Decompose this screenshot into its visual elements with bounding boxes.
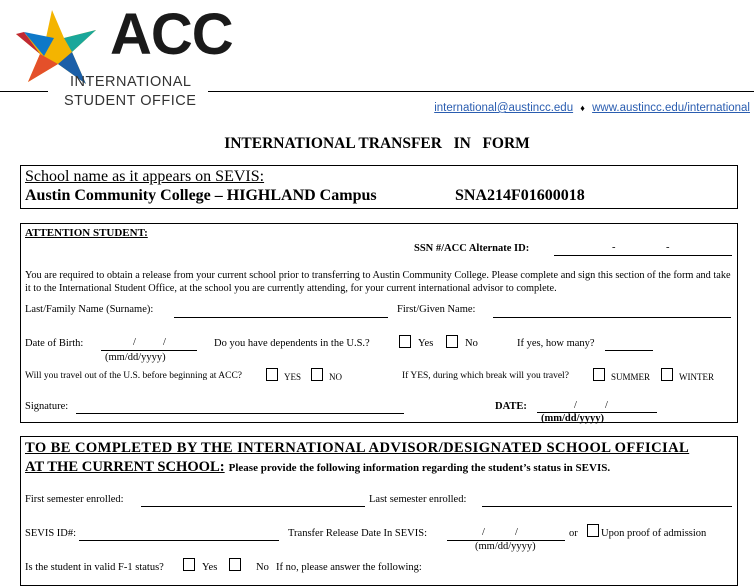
valid-status-label: Is the student in valid F-1 status? bbox=[25, 562, 164, 573]
ssn-dash-2: - bbox=[666, 242, 670, 253]
or-label: or bbox=[569, 528, 578, 539]
contact-separator: ♦ bbox=[580, 103, 585, 113]
dob-field[interactable] bbox=[101, 350, 197, 351]
dependents-yes-label: Yes bbox=[418, 338, 434, 349]
valid-status-no-label: No bbox=[256, 562, 269, 573]
dependents-yes-checkbox[interactable] bbox=[399, 335, 411, 348]
attention-heading: ATTENTION STUDENT: bbox=[25, 227, 148, 239]
travel-yes-checkbox[interactable] bbox=[266, 368, 278, 381]
dob-label: Date of Birth: bbox=[25, 338, 84, 349]
dob-sep-1: / bbox=[133, 337, 136, 348]
email-link[interactable]: international@austincc.edu bbox=[434, 102, 574, 114]
summer-checkbox[interactable] bbox=[593, 368, 605, 381]
valid-status-no-checkbox[interactable] bbox=[229, 558, 241, 571]
travel-label: Will you travel out of the U.S. before beginning at ACC? bbox=[25, 371, 243, 381]
dependents-no-label: No bbox=[465, 338, 478, 349]
release-sep-1: / bbox=[482, 527, 485, 538]
first-semester-field[interactable] bbox=[141, 506, 365, 507]
advisor-heading-school: AT THE CURRENT SCHOOL: bbox=[25, 459, 225, 475]
if-no-label: If no, please answer the following: bbox=[276, 562, 422, 573]
how-many-field[interactable] bbox=[605, 350, 653, 351]
dependents-label: Do you have dependents in the U.S.? bbox=[214, 338, 370, 349]
signature-field[interactable] bbox=[76, 413, 404, 414]
dob-sep-2: / bbox=[163, 337, 166, 348]
valid-status-yes-checkbox[interactable] bbox=[183, 558, 195, 571]
dependents-no-checkbox[interactable] bbox=[446, 335, 458, 348]
sevis-id-label: SEVIS ID#: bbox=[25, 528, 77, 539]
upon-proof-label: Upon proof of admission bbox=[601, 528, 707, 539]
break-label: If YES, during which break will you travel? bbox=[402, 371, 569, 381]
travel-no-label: NO bbox=[329, 372, 342, 382]
logo-subtitle-2: STUDENT OFFICE bbox=[64, 93, 197, 109]
school-name-value: Austin Community College – HIGHLAND Campus bbox=[25, 187, 377, 204]
school-name-box bbox=[20, 165, 738, 209]
first-name-field[interactable] bbox=[493, 317, 731, 318]
travel-no-checkbox[interactable] bbox=[311, 368, 323, 381]
sig-date-format: (mm/dd/yyyy) bbox=[541, 413, 604, 424]
how-many-label: If yes, how many? bbox=[517, 338, 595, 349]
dob-format: (mm/dd/yyyy) bbox=[105, 352, 166, 363]
sig-date-sep-1: / bbox=[574, 400, 577, 411]
logo-subtitle-1: INTERNATIONAL bbox=[70, 74, 192, 90]
ssn-label: SSN #/ACC Alternate ID: bbox=[414, 243, 530, 254]
contact-line bbox=[434, 102, 750, 114]
summer-label: SUMMER bbox=[611, 372, 651, 382]
release-date-label: Transfer Release Date In SEVIS: bbox=[288, 528, 427, 539]
advisor-heading-note: Please provide the following information regarding the student’s status in SEVIS. bbox=[228, 462, 611, 474]
sevis-id-field[interactable] bbox=[79, 540, 279, 541]
instructions-text: You are required to obtain a release from your current school prior to transferring to Austin Community College. Please complete and sign this section of the form and take it to the International Student Office, at the school you are currently attending, for your current international advisor to complete. bbox=[25, 270, 731, 294]
website-link[interactable]: www.austincc.edu/international bbox=[592, 102, 750, 114]
valid-status-yes-label: Yes bbox=[202, 562, 218, 573]
advisor-section bbox=[20, 436, 738, 586]
student-section bbox=[20, 223, 738, 423]
advisor-heading-line2 bbox=[25, 458, 610, 476]
school-name-label: School name as it appears on SEVIS: bbox=[25, 168, 265, 185]
upon-proof-checkbox[interactable] bbox=[587, 524, 599, 537]
sig-date-sep-2: / bbox=[605, 400, 608, 411]
date-label: DATE: bbox=[495, 401, 527, 412]
travel-yes-label: YES bbox=[284, 372, 302, 382]
ssn-field[interactable] bbox=[554, 255, 732, 256]
acc-logo bbox=[14, 2, 233, 112]
release-date-format: (mm/dd/yyyy) bbox=[475, 541, 536, 552]
last-name-label: Last/Family Name (Surname): bbox=[25, 304, 154, 315]
advisor-heading-line1: TO BE COMPLETED BY THE INTERNATIONAL ADVISOR/DESIGNATED SCHOOL OFFICIAL bbox=[25, 440, 690, 456]
winter-checkbox[interactable] bbox=[661, 368, 673, 381]
last-name-field[interactable] bbox=[174, 317, 388, 318]
school-code: SNA214F01600018 bbox=[455, 187, 585, 204]
last-semester-label: Last semester enrolled: bbox=[369, 494, 467, 505]
logo-text: ACC bbox=[110, 2, 233, 67]
ssn-dash-1: - bbox=[612, 242, 616, 253]
form-title: INTERNATIONAL TRANSFER IN FORM bbox=[224, 135, 530, 152]
header-rule-left bbox=[0, 91, 48, 92]
winter-label: WINTER bbox=[679, 372, 714, 382]
signature-label: Signature: bbox=[25, 401, 69, 412]
last-semester-field[interactable] bbox=[482, 506, 732, 507]
first-name-label: First/Given Name: bbox=[397, 304, 476, 315]
release-sep-2: / bbox=[515, 527, 518, 538]
first-semester-label: First semester enrolled: bbox=[25, 494, 124, 505]
header-rule-right bbox=[208, 91, 754, 92]
